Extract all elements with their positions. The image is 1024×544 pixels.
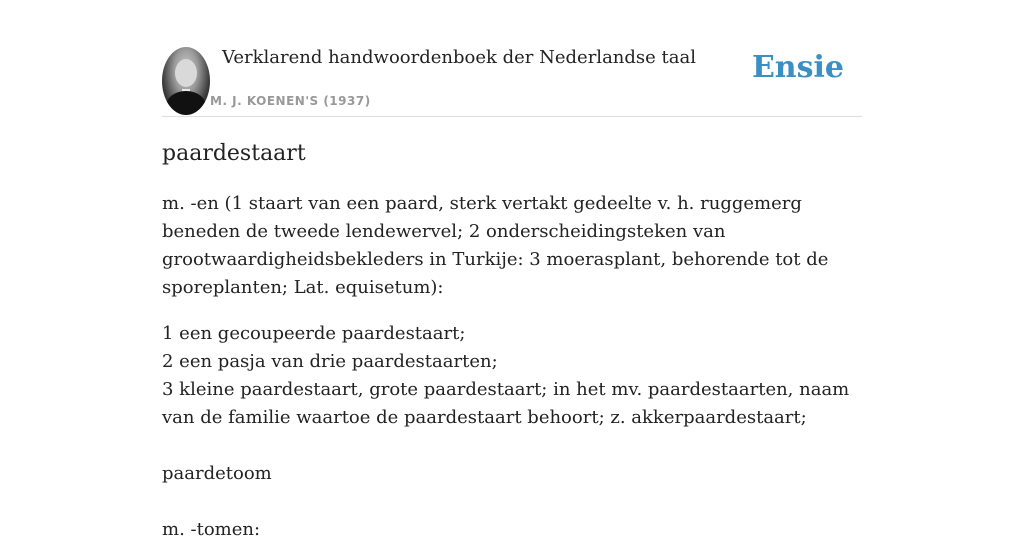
header [162, 44, 862, 117]
example-line: 2 een pasja van drie paardestaarten; [162, 351, 498, 372]
next-entry-headword: paardetoom [162, 463, 272, 484]
entry-content [162, 138, 862, 544]
entry-definition: m. -en (1 staart van een paard, sterk vertakt gedeelte v. h. ruggemerg beneden de tweede lendewervel; 2 onderscheidingsteken van grootwaardigheidsbekleders in Turkije: 3 moerasplant, behorende tot de sporeplanten; Lat. equisetum): [162, 193, 829, 298]
site-logo[interactable]: Ensie [751, 50, 844, 85]
example-line: 3 kleine paardestaart, grote paardestaart; in het mv. paardestaarten, naam van de familie waartoe de paardestaart behoort; z. akkerpaardestaart; [162, 379, 850, 428]
example-line: 1 een gecoupeerde paardestaart; [162, 323, 466, 344]
dictionary-subtitle: M. J. KOENEN'S (1937) [210, 94, 371, 108]
portrait-coat [166, 91, 206, 115]
portrait-icon [162, 47, 210, 115]
portrait-face [175, 59, 197, 87]
dictionary-title[interactable]: Verklarend handwoordenboek der Nederlandse taal [222, 47, 696, 68]
entry-headword: paardestaart [162, 141, 306, 166]
next-entry-definition: m. -tomen: [162, 519, 261, 540]
entry-examples [162, 320, 862, 432]
